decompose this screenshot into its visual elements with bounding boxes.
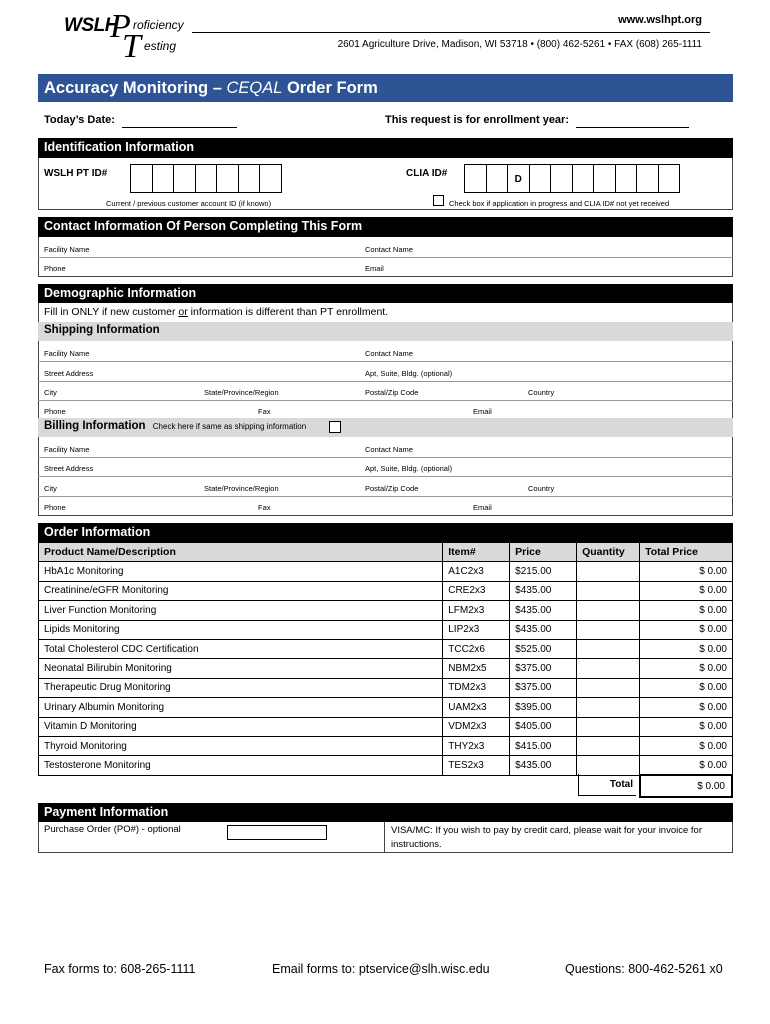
clia-cell[interactable] — [529, 164, 552, 193]
quantity-input[interactable] — [577, 717, 640, 736]
current-account-note: Current / previous customer account ID (if known) — [106, 199, 272, 208]
id-cell[interactable] — [130, 164, 153, 193]
ship-country-label: Country — [528, 388, 555, 397]
row-divider — [38, 361, 733, 362]
product-name: Vitamin D Monitoring — [39, 717, 443, 736]
order-heading: Order Information — [38, 523, 733, 542]
id-cell[interactable] — [152, 164, 175, 193]
bill-country-label: Country — [528, 484, 555, 493]
col-product: Product Name/Description — [39, 543, 443, 562]
item-number: UAM2x3 — [443, 698, 510, 717]
contact-phone-label: Phone — [44, 264, 66, 273]
quantity-input[interactable] — [577, 601, 640, 620]
billing-heading-bar — [38, 418, 733, 437]
quantity-input[interactable] — [577, 736, 640, 755]
item-number: CRE2x3 — [443, 581, 510, 600]
po-number-input[interactable] — [227, 825, 327, 840]
form-title — [38, 74, 733, 102]
product-name: Creatinine/eGFR Monitoring — [39, 581, 443, 600]
total-value: $ 0.00 — [639, 774, 733, 798]
quantity-input[interactable] — [577, 678, 640, 697]
unit-price: $415.00 — [510, 736, 577, 755]
id-cell[interactable] — [173, 164, 196, 193]
footer-questions: Questions: 800-462-5261 x0 — [565, 962, 723, 976]
order-row — [39, 639, 733, 658]
order-row — [39, 581, 733, 600]
payment-box — [38, 822, 733, 853]
row-total-price: $ 0.00 — [640, 601, 733, 620]
logo-p: P — [110, 8, 131, 45]
item-number: TCC2x6 — [443, 639, 510, 658]
ship-postal-label: Postal/Zip Code — [365, 388, 419, 397]
item-number: VDM2x3 — [443, 717, 510, 736]
wslh-pt-id-input[interactable] — [130, 164, 281, 193]
title-main: Accuracy Monitoring – — [44, 79, 227, 97]
order-row — [39, 562, 733, 581]
bill-street-label: Street Address — [44, 464, 94, 473]
bill-phone-label: Phone — [44, 503, 66, 512]
enrollment-year-field[interactable] — [576, 127, 689, 128]
unit-price: $525.00 — [510, 639, 577, 658]
col-total-price: Total Price — [640, 543, 733, 562]
row-divider — [38, 496, 733, 497]
clia-cell[interactable] — [464, 164, 487, 193]
clia-cell[interactable] — [572, 164, 595, 193]
ship-email-label: Email — [473, 407, 492, 416]
quantity-input[interactable] — [577, 756, 640, 775]
contact-name-label: Contact Name — [365, 245, 413, 254]
note-or: or — [178, 306, 188, 318]
id-cell[interactable] — [216, 164, 239, 193]
unit-price: $395.00 — [510, 698, 577, 717]
payment-heading: Payment Information — [38, 803, 733, 822]
unit-price: $375.00 — [510, 678, 577, 697]
billing-heading: Billing Information — [44, 420, 146, 432]
billing-same-checkbox[interactable] — [329, 421, 341, 433]
ship-apt-label: Apt, Suite, Bldg. (optional) — [365, 369, 453, 378]
order-row — [39, 717, 733, 736]
ship-street-label: Street Address — [44, 369, 94, 378]
order-row — [39, 601, 733, 620]
clia-id-input[interactable] — [464, 164, 679, 193]
product-name: Therapeutic Drug Monitoring — [39, 678, 443, 697]
wslh-pt-logo — [64, 8, 194, 65]
po-label: Purchase Order (PO#) - optional — [44, 824, 181, 835]
order-table — [38, 542, 733, 776]
row-total-price: $ 0.00 — [640, 581, 733, 600]
ship-fax-label: Fax — [258, 407, 271, 416]
unit-price: $215.00 — [510, 562, 577, 581]
bill-facility-label: Facility Name — [44, 445, 90, 454]
row-total-price: $ 0.00 — [640, 639, 733, 658]
row-total-price: $ 0.00 — [640, 659, 733, 678]
wslh-pt-id-label: WSLH PT ID# — [44, 168, 108, 179]
quantity-input[interactable] — [577, 581, 640, 600]
total-label: Total — [578, 774, 636, 796]
ship-city-label: City — [44, 388, 57, 397]
bill-apt-label: Apt, Suite, Bldg. (optional) — [365, 464, 453, 473]
row-total-price: $ 0.00 — [640, 717, 733, 736]
quantity-input[interactable] — [577, 659, 640, 678]
unit-price: $405.00 — [510, 717, 577, 736]
clia-cell[interactable] — [658, 164, 681, 193]
unit-price: $435.00 — [510, 581, 577, 600]
unit-price: $435.00 — [510, 601, 577, 620]
product-name: Neonatal Bilirubin Monitoring — [39, 659, 443, 678]
product-name: Lipids Monitoring — [39, 620, 443, 639]
clia-cell[interactable] — [636, 164, 659, 193]
header-divider — [192, 32, 710, 33]
footer-fax: Fax forms to: 608-265-1111 — [44, 962, 196, 976]
ship-state-label: State/Province/Region — [204, 388, 279, 397]
item-number: A1C2x3 — [443, 562, 510, 581]
row-divider — [38, 400, 733, 401]
col-item: Item# — [443, 543, 510, 562]
bill-state-label: State/Province/Region — [204, 484, 279, 493]
contact-facility-label: Facility Name — [44, 245, 90, 254]
row-total-price: $ 0.00 — [640, 698, 733, 717]
id-cell[interactable] — [195, 164, 218, 193]
billing-same-label: Check here if same as shipping information — [152, 422, 307, 431]
bill-email-label: Email — [473, 503, 492, 512]
item-number: TES2x3 — [443, 756, 510, 775]
row-total-price: $ 0.00 — [640, 620, 733, 639]
item-number: LFM2x3 — [443, 601, 510, 620]
product-name: Liver Function Monitoring — [39, 601, 443, 620]
logo-esting: esting — [144, 39, 177, 53]
col-price: Price — [510, 543, 577, 562]
product-name: HbA1c Monitoring — [39, 562, 443, 581]
clia-cell[interactable] — [486, 164, 509, 193]
identification-heading: Identification Information — [38, 138, 733, 158]
order-row — [39, 659, 733, 678]
enrollment-year-label: This request is for enrollment year: — [385, 114, 569, 126]
clia-pending-checkbox[interactable] — [433, 195, 444, 206]
row-total-price: $ 0.00 — [640, 678, 733, 697]
unit-price: $435.00 — [510, 620, 577, 639]
unit-price: $435.00 — [510, 756, 577, 775]
item-number: LIP2x3 — [443, 620, 510, 639]
quantity-input[interactable] — [577, 620, 640, 639]
order-row — [39, 620, 733, 639]
quantity-input[interactable] — [577, 639, 640, 658]
order-row — [39, 678, 733, 697]
quantity-input[interactable] — [577, 562, 640, 581]
item-number: TDM2x3 — [443, 678, 510, 697]
note-pre: Fill in ONLY if new customer — [44, 306, 179, 318]
clia-id-label: CLIA ID# — [406, 168, 448, 179]
contact-email-label: Email — [365, 264, 384, 273]
clia-prefix-cell: D — [507, 164, 530, 193]
demographic-note — [44, 306, 388, 318]
todays-date-label: Today’s Date: — [44, 114, 115, 126]
contact-heading: Contact Information Of Person Completing This Form — [38, 217, 733, 237]
item-number: THY2x3 — [443, 736, 510, 755]
unit-price: $375.00 — [510, 659, 577, 678]
bill-contact-label: Contact Name — [365, 445, 413, 454]
logo-roficiency: roficiency — [133, 18, 184, 32]
header-website: www.wslhpt.org — [618, 14, 702, 26]
todays-date-field[interactable] — [122, 127, 237, 128]
row-divider — [38, 381, 733, 382]
note-post: information is different than PT enrollment. — [187, 306, 389, 318]
clia-cell[interactable] — [593, 164, 616, 193]
row-total-price: $ 0.00 — [640, 562, 733, 581]
order-row — [39, 756, 733, 775]
demographic-heading: Demographic Information — [38, 284, 733, 303]
ship-contact-label: Contact Name — [365, 349, 413, 358]
id-cell[interactable] — [259, 164, 282, 193]
product-name: Testosterone Monitoring — [39, 756, 443, 775]
bill-fax-label: Fax — [258, 503, 271, 512]
product-name: Thyroid Monitoring — [39, 736, 443, 755]
row-divider — [38, 457, 733, 458]
bill-city-label: City — [44, 484, 57, 493]
logo-t: T — [122, 28, 141, 65]
col-quantity: Quantity — [577, 543, 640, 562]
shipping-heading: Shipping Information — [38, 322, 733, 341]
footer-email: Email forms to: ptservice@slh.wisc.edu — [272, 962, 490, 976]
product-name: Urinary Albumin Monitoring — [39, 698, 443, 717]
product-name: Total Cholesterol CDC Certification — [39, 639, 443, 658]
payment-divider — [384, 822, 385, 852]
ship-facility-label: Facility Name — [44, 349, 90, 358]
clia-cell[interactable] — [615, 164, 638, 193]
logo-wslh: WSLH — [64, 15, 118, 36]
row-total-price: $ 0.00 — [640, 756, 733, 775]
id-cell[interactable] — [238, 164, 261, 193]
order-row — [39, 736, 733, 755]
bill-postal-label: Postal/Zip Code — [365, 484, 419, 493]
row-divider — [38, 257, 733, 258]
visa-mc-note: VISA/MC: If you wish to pay by credit card, please wait for your invoice for instructions. — [391, 825, 702, 850]
order-row — [39, 698, 733, 717]
item-number: NBM2x5 — [443, 659, 510, 678]
quantity-input[interactable] — [577, 698, 640, 717]
clia-cell[interactable] — [550, 164, 573, 193]
row-divider — [38, 476, 733, 477]
header-address: 2601 Agriculture Drive, Madison, WI 53718 • (800) 462-5261 • FAX (608) 265-1111 — [337, 39, 702, 50]
clia-pending-note: Check box if application in progress and CLIA ID# not yet received — [449, 199, 670, 208]
title-italic: CEQAL — [226, 79, 283, 97]
order-header-row — [39, 543, 733, 562]
row-total-price: $ 0.00 — [640, 736, 733, 755]
ship-phone-label: Phone — [44, 407, 66, 416]
title-rest: Order Form — [282, 79, 378, 97]
